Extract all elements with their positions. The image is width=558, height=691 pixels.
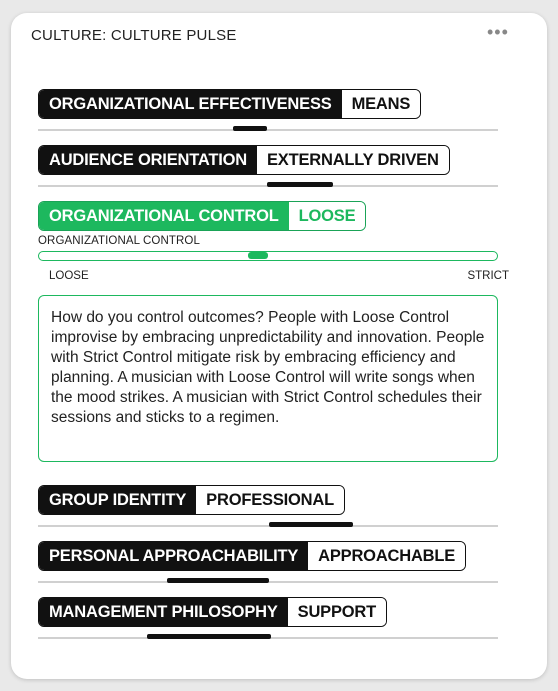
dimension-name: ORGANIZATIONAL CONTROL bbox=[39, 202, 289, 230]
dimension-track bbox=[38, 525, 498, 527]
slider-right-label: STRICT bbox=[467, 270, 509, 282]
slider-left-label: LOOSE bbox=[49, 270, 89, 282]
dimension-value: SUPPORT bbox=[288, 598, 386, 626]
dimension-pill[interactable] bbox=[38, 597, 387, 627]
slider-thumb[interactable] bbox=[248, 252, 268, 259]
ellipsis-icon[interactable]: ••• bbox=[487, 22, 509, 42]
dimension-pill[interactable] bbox=[38, 485, 345, 515]
dimension-pill[interactable] bbox=[38, 541, 466, 571]
dimension-description: How do you control outcomes? People with Loose Control improvise by embracing unpredictability and innovation. People with Strict Control mitigate risk by embracing efficiency and planning. A musician with Loose Control will write songs when the mood strikes. A musician with Strict Control schedules their sessions and sticks to a regimen. bbox=[38, 295, 498, 462]
dimension-marker bbox=[167, 578, 269, 583]
dimension-organizational-effectiveness bbox=[38, 89, 498, 133]
dimension-value: APPROACHABLE bbox=[308, 542, 465, 570]
dimension-value: MEANS bbox=[342, 90, 421, 118]
card-title: CULTURE: CULTURE PULSE bbox=[31, 27, 237, 44]
dimension-track bbox=[38, 129, 498, 131]
dimension-group-identity bbox=[38, 485, 498, 529]
dimension-pill[interactable] bbox=[38, 145, 450, 175]
slider-label: ORGANIZATIONAL CONTROL bbox=[38, 235, 200, 247]
dimension-value: LOOSE bbox=[289, 202, 366, 230]
dimension-pill-active[interactable] bbox=[38, 201, 366, 231]
dimension-audience-orientation bbox=[38, 145, 498, 189]
dimension-pill[interactable] bbox=[38, 89, 421, 119]
dimension-name: AUDIENCE ORIENTATION bbox=[39, 146, 257, 174]
dimension-marker bbox=[147, 634, 271, 639]
dimension-marker bbox=[233, 126, 267, 131]
dimension-name: ORGANIZATIONAL EFFECTIVENESS bbox=[39, 90, 342, 118]
dimension-name: MANAGEMENT PHILOSOPHY bbox=[39, 598, 288, 626]
dimension-track bbox=[38, 637, 498, 639]
dimension-marker bbox=[267, 182, 333, 187]
dimension-personal-approachability bbox=[38, 541, 498, 585]
dimension-name: GROUP IDENTITY bbox=[39, 486, 196, 514]
control-slider[interactable] bbox=[38, 251, 498, 261]
dimension-value: EXTERNALLY DRIVEN bbox=[257, 146, 449, 174]
dimension-track bbox=[38, 581, 498, 583]
dimension-marker bbox=[269, 522, 353, 527]
dimension-track bbox=[38, 185, 498, 187]
dimension-name: PERSONAL APPROACHABILITY bbox=[39, 542, 308, 570]
dimension-management-philosophy bbox=[38, 597, 498, 641]
dimension-value: PROFESSIONAL bbox=[196, 486, 344, 514]
